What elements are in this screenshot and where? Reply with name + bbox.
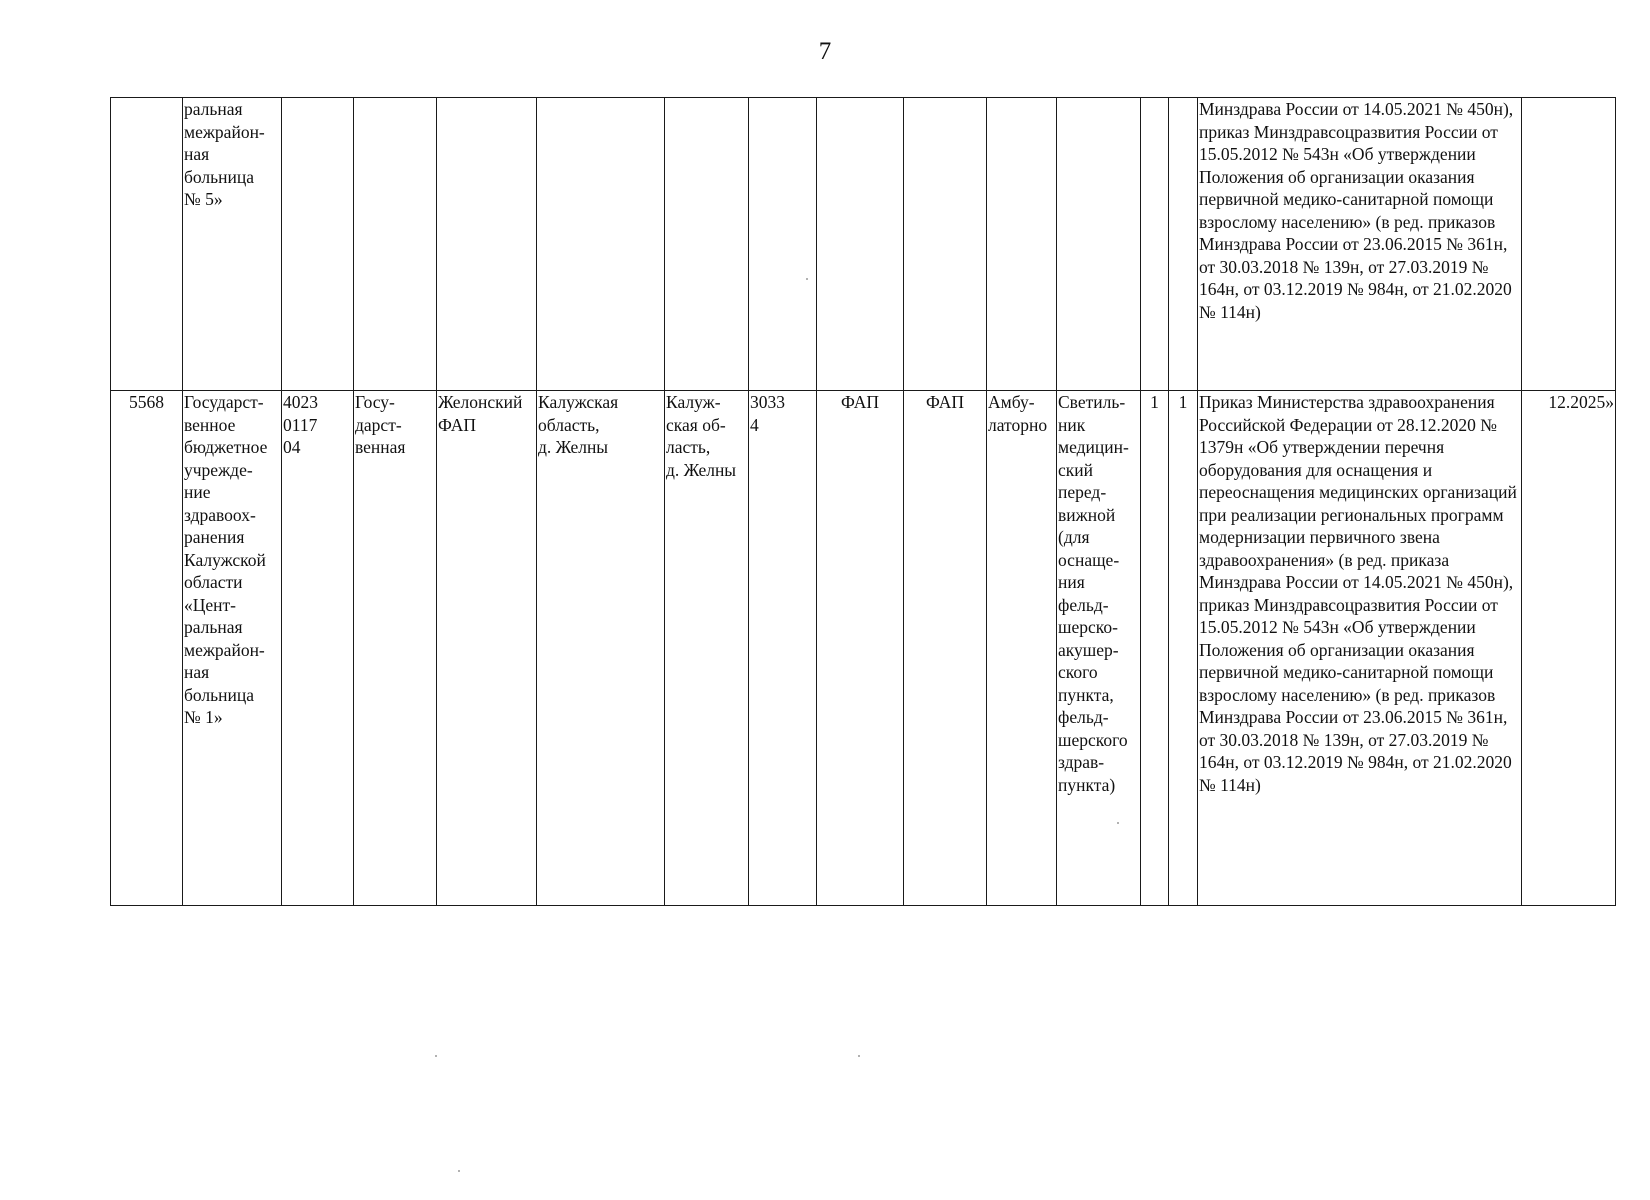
cell-equipment: Светиль- ник медицин- ский перед- вижной (для оснаще- ния фельд- шерско- акушер- ского пункта, фельд- шерского здрав- пункта) [1057, 391, 1141, 906]
cell-legal-basis: Приказ Министерства здравоохранения Российской Федерации от 28.12.2020 № 1379н «Об утверждении перечня оборудования для оснащения и переоснащения медицинских организаций при реализации региональных программ модернизации первичного звена здравоохранения» (в ред. приказа Минздрава России от 14.05.2021 № 450н), приказ Минздравсоцразвития России от 15.05.2012 № 543н «Об утверждении Положения об организации оказания первичной медико-санитарной помощи взрослому населению» (в ред. приказов Минздрава России от 23.06.2015 № 361н, от 30.03.2018 № 139н, от 27.03.2019 № 164н, от 03.12.2019 № 984н, от 21.02.2020 № 114н) [1198, 391, 1522, 906]
cell-institution: ральная межрайон- ная больница № 5» [183, 98, 282, 391]
cell-type-a: ФАП [817, 391, 904, 906]
cell-deadline [1522, 98, 1616, 391]
cell-address-locality [665, 98, 749, 391]
scan-speck [435, 1055, 437, 1057]
cell-type-b [904, 98, 987, 391]
cell-code [749, 98, 817, 391]
cell-ownership [354, 98, 437, 391]
cell-num: 5568 [111, 391, 183, 906]
scan-speck [1117, 822, 1119, 824]
cell-code: 3033 4 [749, 391, 817, 906]
cell-facility-name: Желонский ФАП [437, 391, 537, 906]
cell-qty-b [1169, 98, 1198, 391]
cell-address-facility: Калужская область, д. Желны [537, 391, 665, 906]
cell-institution: Государст- венное бюджетное учрежде- ние здравоох- ранения Калужской области «Цент- ральная межрайон- ная больница № 1» [183, 391, 282, 906]
page-number: 7 [818, 38, 832, 65]
cell-address-facility [537, 98, 665, 391]
cell-deadline: 12.2025» [1522, 391, 1616, 906]
cell-equipment [1057, 98, 1141, 391]
scan-speck [858, 1055, 860, 1057]
scan-speck [806, 278, 808, 280]
cell-care: Амбу- латорно [987, 391, 1057, 906]
cell-num [111, 98, 183, 391]
cell-type-b: ФАП [904, 391, 987, 906]
cell-ownership: Госу- дарст- венная [354, 391, 437, 906]
equipment-table [110, 97, 1616, 906]
cell-inn: 4023 0117 04 [282, 391, 354, 906]
cell-legal-basis: Минздрава России от 14.05.2021 № 450н), приказ Минздравсоцразвития России от 15.05.2012 № 543н «Об утверждении Положения об организации оказания первичной медико-санитарной помощи взрослому населению» (в ред. приказов Минздрава России от 23.06.2015 № 361н, от 30.03.2018 № 139н, от 27.03.2019 № 164н, от 03.12.2019 № 984н, от 21.02.2020 № 114н) [1198, 98, 1522, 391]
table-row [111, 391, 1616, 906]
cell-care [987, 98, 1057, 391]
cell-type-a [817, 98, 904, 391]
cell-qty-b: 1 [1169, 391, 1198, 906]
cell-facility-name [437, 98, 537, 391]
cell-qty-a [1141, 98, 1169, 391]
table-row [111, 98, 1616, 391]
cell-qty-a: 1 [1141, 391, 1169, 906]
scan-speck [458, 1170, 460, 1172]
cell-address-locality: Калуж- ская об- ласть, д. Желны [665, 391, 749, 906]
cell-inn [282, 98, 354, 391]
